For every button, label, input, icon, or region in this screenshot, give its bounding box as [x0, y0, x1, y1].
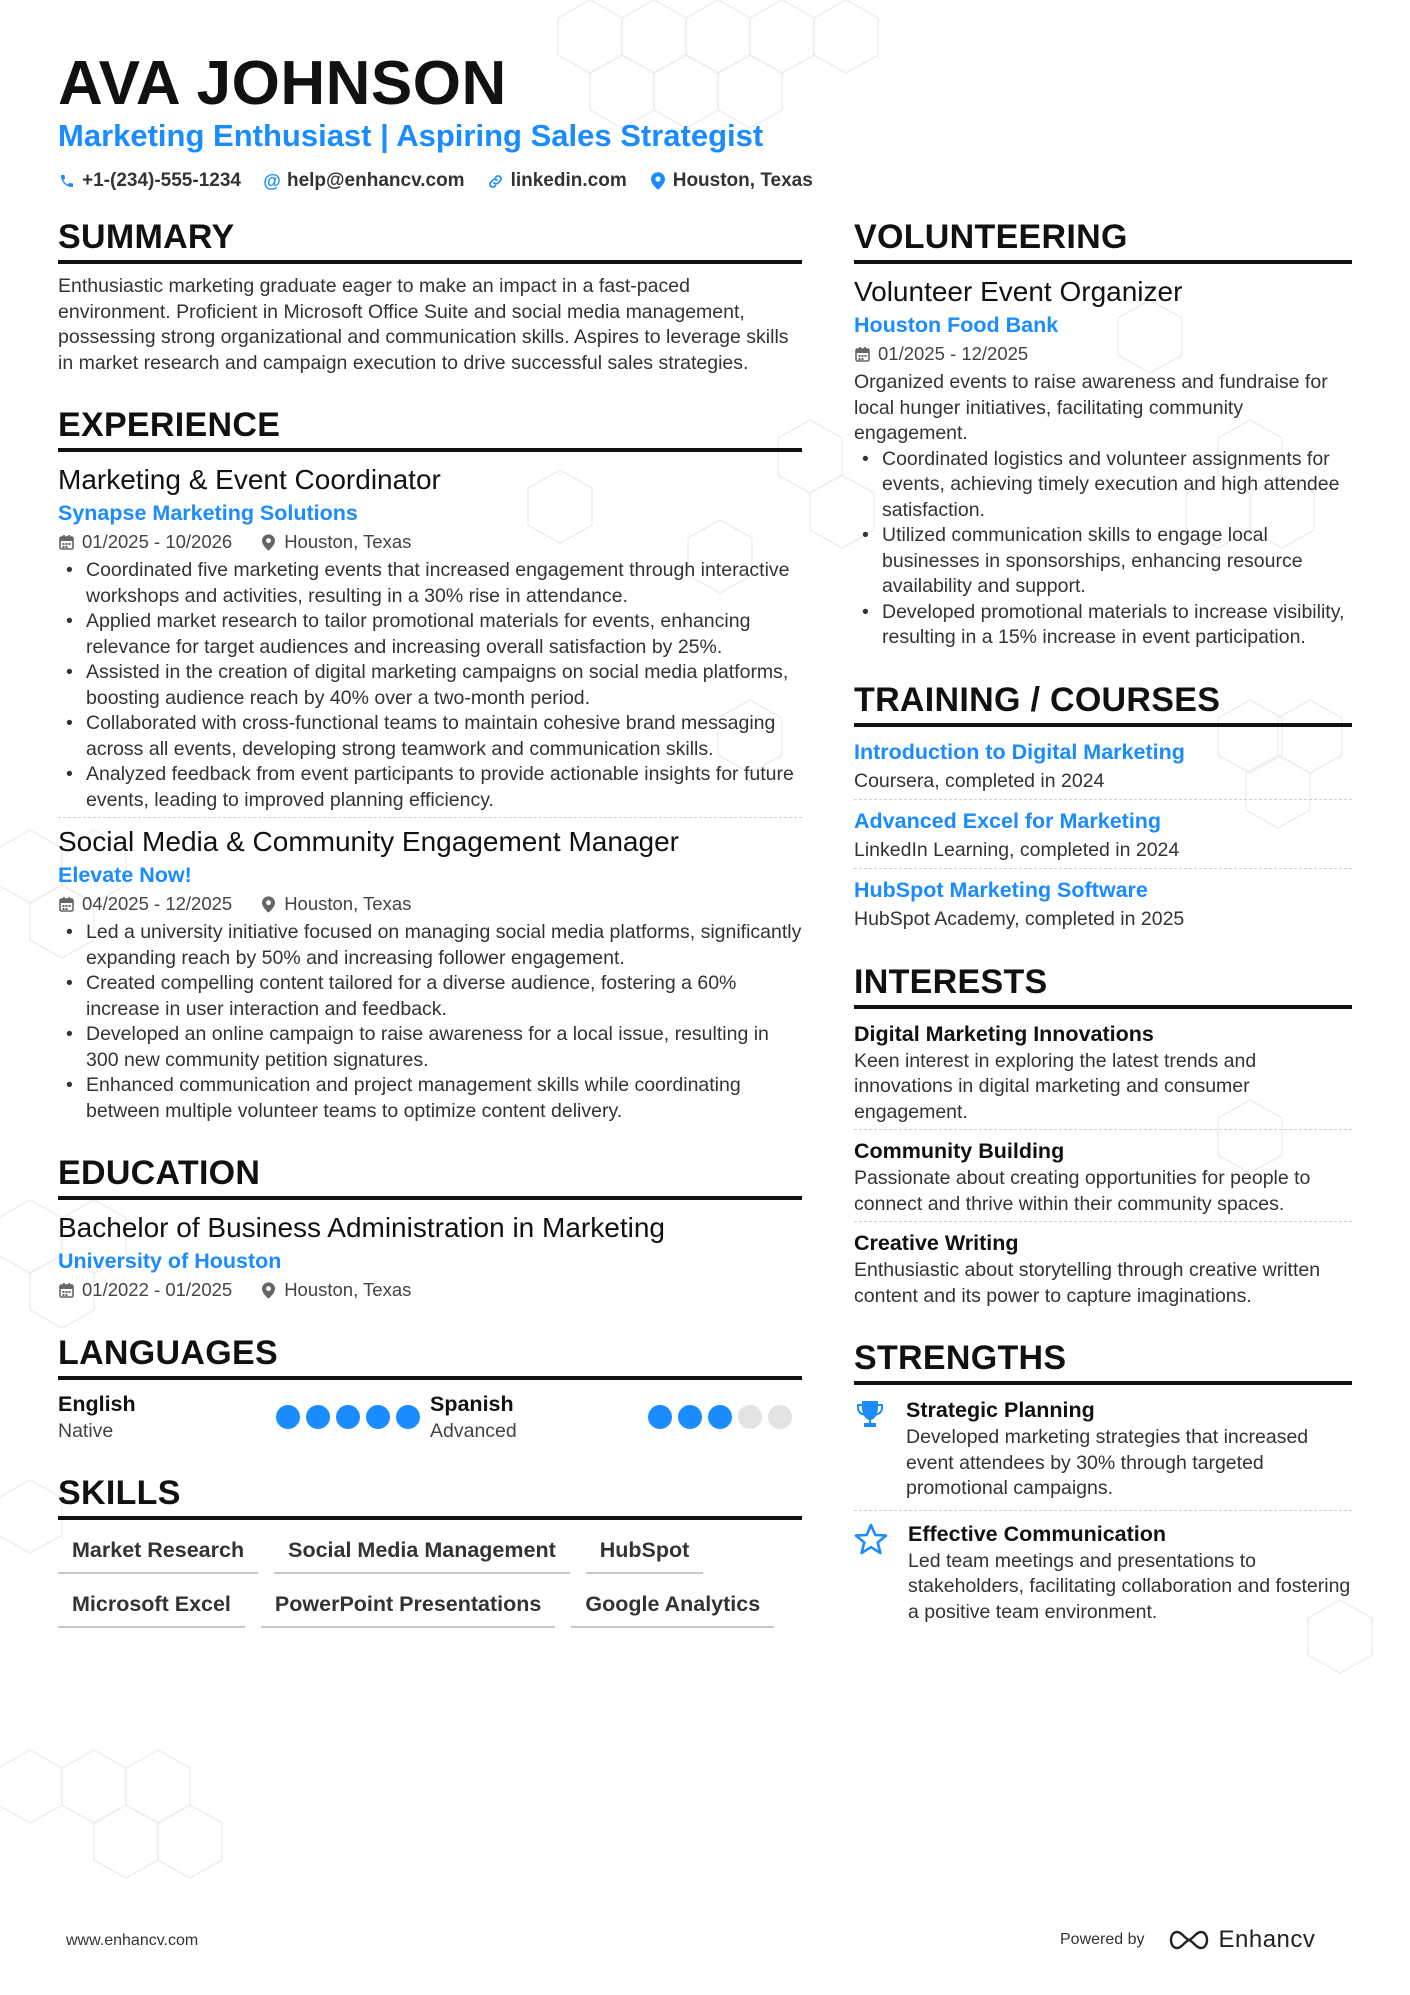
course-title: Advanced Excel for Marketing	[854, 808, 1162, 833]
job-meta	[58, 528, 802, 556]
brand-logo	[1167, 1926, 1316, 1954]
list-item: • Analyzed feedback from event participants to provide actionable insights for future events, leading to improved planning efficiency.	[58, 762, 802, 813]
language-name: Spanish	[430, 1392, 514, 1416]
strengths-heading: STRENGTHS	[854, 1337, 1352, 1385]
job-dates-text: 04/2025 - 12/2025	[82, 893, 233, 914]
language-name: English	[58, 1392, 136, 1416]
course-title: HubSpot Marketing Software	[854, 877, 1148, 902]
experience-heading: EXPERIENCE	[58, 404, 802, 452]
interest-item	[854, 1019, 1352, 1126]
job-dates-text: 01/2025 - 10/2026	[82, 531, 233, 552]
education-dates-text: 01/2022 - 01/2025	[82, 1279, 233, 1300]
interest-text: Enthusiastic about storytelling through creative written content and its power to capture imaginations.	[854, 1259, 1321, 1307]
job-dates	[58, 890, 232, 918]
job-meta	[58, 890, 802, 918]
course-provider: Coursera, completed in 2024	[854, 769, 1105, 792]
contact-email-text: help@enhancv.com	[286, 170, 465, 191]
skill-tag: Google Analytics	[571, 1584, 774, 1628]
list-item: • Coordinated logistics and volunteer assignments for events, achieving timely execution and high attendee satisfaction.	[854, 447, 1352, 524]
volunteer-org: Houston Food Bank	[854, 313, 1059, 337]
skill-tag: Social Media Management	[274, 1530, 570, 1574]
list-item: • Assisted in the creation of digital marketing campaigns on social media platforms, boosting audience reach by 40% over a two-month period.	[58, 660, 802, 711]
experience-section	[58, 404, 802, 1124]
volunteering-heading: VOLUNTEERING	[854, 216, 1352, 264]
divider	[854, 1221, 1352, 1222]
interest-title: Digital Marketing Innovations	[854, 1021, 1154, 1046]
rating-dot	[306, 1405, 330, 1429]
divider	[854, 1510, 1352, 1511]
volunteering-section	[854, 216, 1352, 651]
rating-dot	[648, 1405, 672, 1429]
list-item: • Utilized communication skills to engage local businesses in sponsorships, enhancing resource availability and support.	[854, 523, 1352, 600]
powered-by-label: Powered by	[1060, 1931, 1145, 1948]
language-item	[58, 1390, 430, 1444]
language-level: Native	[58, 1420, 114, 1442]
volunteer-meta	[854, 340, 1352, 368]
strength-text: Developed marketing strategies that increased event attendees by 30% through targeted promotional campaigns.	[906, 1426, 1309, 1499]
language-item	[430, 1390, 802, 1444]
education-meta	[58, 1276, 802, 1304]
interest-text: Keen interest in exploring the latest trends and innovations in digital marketing and consumer engagement.	[854, 1049, 1257, 1123]
course-provider: HubSpot Academy, completed in 2025	[854, 907, 1185, 930]
interest-title: Creative Writing	[854, 1231, 1019, 1255]
star-icon	[854, 1519, 888, 1626]
location-pin-icon	[260, 534, 276, 551]
strength-title: Effective Communication	[908, 1521, 1167, 1546]
right-column	[854, 216, 1352, 1653]
list-item: • Developed promotional materials to increase visibility, resulting in a 15% increase in event participation.	[854, 600, 1352, 651]
calendar-icon	[854, 346, 870, 362]
experience-entry	[58, 824, 802, 1124]
interest-item	[854, 1136, 1352, 1217]
list-item: • Applied market research to tailor promotional materials for events, enhancing relevance for target audiences and increasing overall satisfaction by 25%.	[58, 609, 802, 660]
list-item: • Collaborated with cross-functional teams to maintain cohesive brand messaging across all events, developing strong teamwork and communication skills.	[58, 711, 802, 762]
job-location-text: Houston, Texas	[284, 531, 412, 552]
contact-location	[649, 170, 813, 192]
education-location	[260, 1276, 411, 1304]
volunteer-dates	[854, 340, 1028, 368]
location-pin-icon	[260, 1282, 276, 1299]
rating-dot	[708, 1405, 732, 1429]
course-title: Introduction to Digital Marketing	[854, 739, 1185, 764]
candidate-name: AVA JOHNSON	[58, 49, 507, 118]
rating-dot	[678, 1405, 702, 1429]
rating-dot	[336, 1405, 360, 1429]
strength-title: Strategic Planning	[906, 1398, 1095, 1422]
interest-text: Passionate about creating opportunities for people to connect and thrive within their community spaces.	[854, 1167, 1311, 1215]
at-icon: @	[263, 170, 281, 191]
list-item: • Coordinated five marketing events that increased engagement through interactive workshops and activities, resulting in a 30% rise in attendance.	[58, 558, 802, 609]
experience-entry	[58, 462, 802, 813]
footer-branding[interactable]	[1060, 1926, 1315, 1954]
contact-bar	[58, 170, 813, 192]
calendar-icon	[58, 896, 74, 912]
job-location	[260, 890, 411, 918]
interests-heading: INTERESTS	[854, 961, 1352, 1009]
contact-linkedin[interactable]	[487, 170, 627, 192]
volunteer-role: Volunteer Event Organizer	[854, 276, 1183, 307]
interest-title: Community Building	[854, 1139, 1065, 1163]
language-rating	[648, 1405, 792, 1429]
contact-email[interactable]	[263, 170, 465, 192]
volunteer-description: Organized events to raise awareness and fundraise for local hunger initiatives, facilitating community engagement.	[854, 371, 1328, 444]
job-title: Social Media & Community Engagement Manager	[58, 826, 679, 857]
calendar-icon	[58, 1282, 74, 1298]
course-item	[854, 737, 1352, 795]
skills-list	[58, 1530, 802, 1628]
contact-phone-text: +1-(234)-555-1234	[82, 170, 241, 191]
company-name: Synapse Marketing Solutions	[58, 501, 358, 525]
summary-section	[58, 216, 802, 376]
volunteer-dates-text: 01/2025 - 12/2025	[878, 343, 1029, 364]
divider	[854, 799, 1352, 800]
phone-icon	[58, 173, 76, 189]
interests-section	[854, 961, 1352, 1310]
left-column	[58, 216, 802, 1656]
rating-dot	[738, 1405, 762, 1429]
training-section	[854, 679, 1352, 933]
rating-dot	[768, 1405, 792, 1429]
strength-item	[854, 1395, 1352, 1502]
education-dates	[58, 1276, 232, 1304]
languages-section	[58, 1332, 802, 1444]
skills-heading: SKILLS	[58, 1472, 802, 1520]
trophy-icon	[854, 1395, 886, 1502]
skill-tag: Microsoft Excel	[58, 1584, 245, 1628]
summary-text: Enthusiastic marketing graduate eager to make an impact in a fast-paced environment. Proficient in Microsoft Office Suite and social media management, possessing strong organizational and communication skills. Aspires to leverage skills in market research and campaign execution to drive successful sales strategies.	[58, 275, 789, 374]
skill-tag: HubSpot	[586, 1530, 704, 1574]
link-icon	[487, 173, 505, 190]
job-location-text: Houston, Texas	[284, 893, 412, 914]
location-pin-icon	[649, 172, 667, 190]
course-item	[854, 875, 1352, 933]
job-dates	[58, 528, 232, 556]
divider	[854, 1129, 1352, 1130]
calendar-icon	[58, 534, 74, 550]
training-heading: TRAINING / COURSES	[854, 679, 1352, 727]
education-location-text: Houston, Texas	[284, 1279, 412, 1300]
footer-website[interactable]: www.enhancv.com	[66, 1932, 199, 1949]
divider	[854, 868, 1352, 869]
strengths-section	[854, 1337, 1352, 1625]
skill-tag: Market Research	[58, 1530, 258, 1574]
enhancv-logo-icon	[1167, 1928, 1211, 1952]
course-item	[854, 806, 1352, 864]
job-bullets	[58, 558, 802, 813]
languages-row	[58, 1390, 802, 1444]
education-section	[58, 1152, 802, 1304]
contact-location-text: Houston, Texas	[672, 170, 813, 191]
rating-dot	[366, 1405, 390, 1429]
contact-phone[interactable]	[58, 170, 241, 192]
summary-heading: SUMMARY	[58, 216, 802, 264]
location-pin-icon	[260, 896, 276, 913]
job-title: Marketing & Event Coordinator	[58, 464, 441, 495]
degree-title: Bachelor of Business Administration in Marketing	[58, 1212, 665, 1243]
brand-name: Enhancv	[1218, 1926, 1316, 1953]
language-rating	[276, 1405, 420, 1429]
language-level: Advanced	[430, 1420, 517, 1442]
education-heading: EDUCATION	[58, 1152, 802, 1200]
strength-text: Led team meetings and presentations to stakeholders, facilitating collaboration and fostering a positive team environment.	[908, 1549, 1351, 1623]
candidate-headline: Marketing Enthusiast | Aspiring Sales Strategist	[58, 118, 764, 153]
list-item: • Developed an online campaign to raise awareness for a local issue, resulting in 300 new community petition signatures.	[58, 1022, 802, 1073]
list-item: • Enhanced communication and project management skills while coordinating between multiple volunteer teams to optimize content delivery.	[58, 1073, 802, 1124]
course-provider: LinkedIn Learning, completed in 2024	[854, 838, 1180, 861]
strength-item	[854, 1519, 1352, 1626]
school-name: University of Houston	[58, 1249, 282, 1273]
volunteer-bullets	[854, 447, 1352, 651]
contact-linkedin-text: linkedin.com	[510, 170, 627, 191]
interest-item	[854, 1228, 1352, 1309]
job-bullets	[58, 920, 802, 1124]
job-location	[260, 528, 411, 556]
skills-section	[58, 1472, 802, 1628]
skill-tag: PowerPoint Presentations	[261, 1584, 555, 1628]
list-item: • Created compelling content tailored for a diverse audience, fostering a 60% increase in user interaction and feedback.	[58, 971, 802, 1022]
rating-dot	[276, 1405, 300, 1429]
list-item: • Led a university initiative focused on managing social media platforms, significantly expanding reach by 50% and increasing follower engagement.	[58, 920, 802, 971]
divider	[58, 817, 802, 818]
rating-dot	[396, 1405, 420, 1429]
company-name: Elevate Now!	[58, 863, 192, 887]
languages-heading: LANGUAGES	[58, 1332, 802, 1380]
